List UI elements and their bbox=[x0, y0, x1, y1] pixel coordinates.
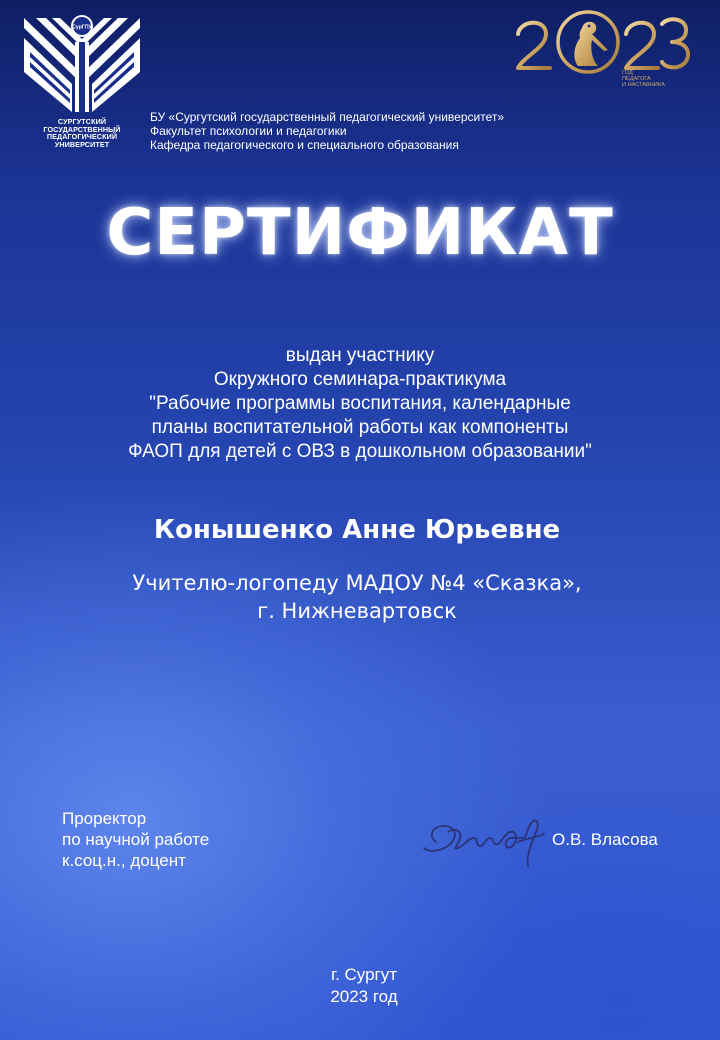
university-name-line: ГОСУДАРСТВЕННЫЙ bbox=[43, 124, 121, 134]
signer-role-line: к.соц.н., доцент bbox=[62, 851, 186, 870]
issued-text bbox=[0, 344, 720, 464]
signer-role-line: Проректор bbox=[62, 809, 147, 828]
institution-name: БУ «Сургутский государственный педагогический университет» bbox=[150, 110, 505, 124]
issued-line: выдан участнику bbox=[285, 345, 435, 366]
issued-line: планы воспитательной работы как компоненты bbox=[151, 417, 569, 438]
signer-name: О.В. Власова bbox=[552, 830, 658, 849]
position-line: Учителю-логопеду МАДОУ №4 «Сказка», bbox=[132, 571, 582, 595]
recipient-position bbox=[0, 569, 714, 625]
year-of-teacher-pelican-icon bbox=[512, 4, 692, 96]
university-name bbox=[22, 118, 142, 148]
position-line: г. Нижневартовск bbox=[257, 599, 457, 623]
university-logo bbox=[22, 12, 142, 148]
footer bbox=[0, 964, 720, 1008]
university-name-line: СУРГУТСКИЙ bbox=[57, 117, 107, 126]
certificate-title: СЕРТИФИКАТ bbox=[106, 196, 614, 270]
institution-info bbox=[150, 110, 504, 152]
issued-line: "Рабочие программы воспитания, календарные bbox=[149, 393, 571, 414]
recipient-name: Конышенко Анне Юрьевне bbox=[153, 515, 561, 545]
issued-line: ФАОП для детей с ОВЗ в дошкольном образовании" bbox=[128, 441, 592, 462]
handwritten-signature-icon bbox=[418, 808, 568, 872]
signer-role-line: по научной работе bbox=[62, 830, 210, 849]
university-name-line: ПЕДАГОГИЧЕСКИЙ bbox=[46, 132, 118, 142]
university-name-line: УНИВЕРСИТЕТ bbox=[54, 139, 110, 149]
year-logo-caption-line: И НАСТАВНИКА bbox=[622, 82, 665, 89]
footer-city: г. Сургут bbox=[330, 965, 398, 984]
year-logo-caption bbox=[622, 70, 665, 89]
issued-line: Окружного семинара-практикума bbox=[213, 369, 507, 390]
faculty-name: Факультет психологии и педагогики bbox=[150, 124, 347, 138]
university-emblem-text: СурГПУ bbox=[72, 24, 92, 31]
department-name: Кафедра педагогического и специального образования bbox=[150, 138, 459, 152]
university-emblem-icon bbox=[22, 12, 142, 116]
signer-role bbox=[62, 808, 209, 871]
footer-year: 2023 год bbox=[330, 987, 398, 1006]
year-logo-caption-line: ГОД bbox=[622, 70, 633, 76]
year-logo-caption-line: ПЕДАГОГА bbox=[622, 76, 651, 83]
